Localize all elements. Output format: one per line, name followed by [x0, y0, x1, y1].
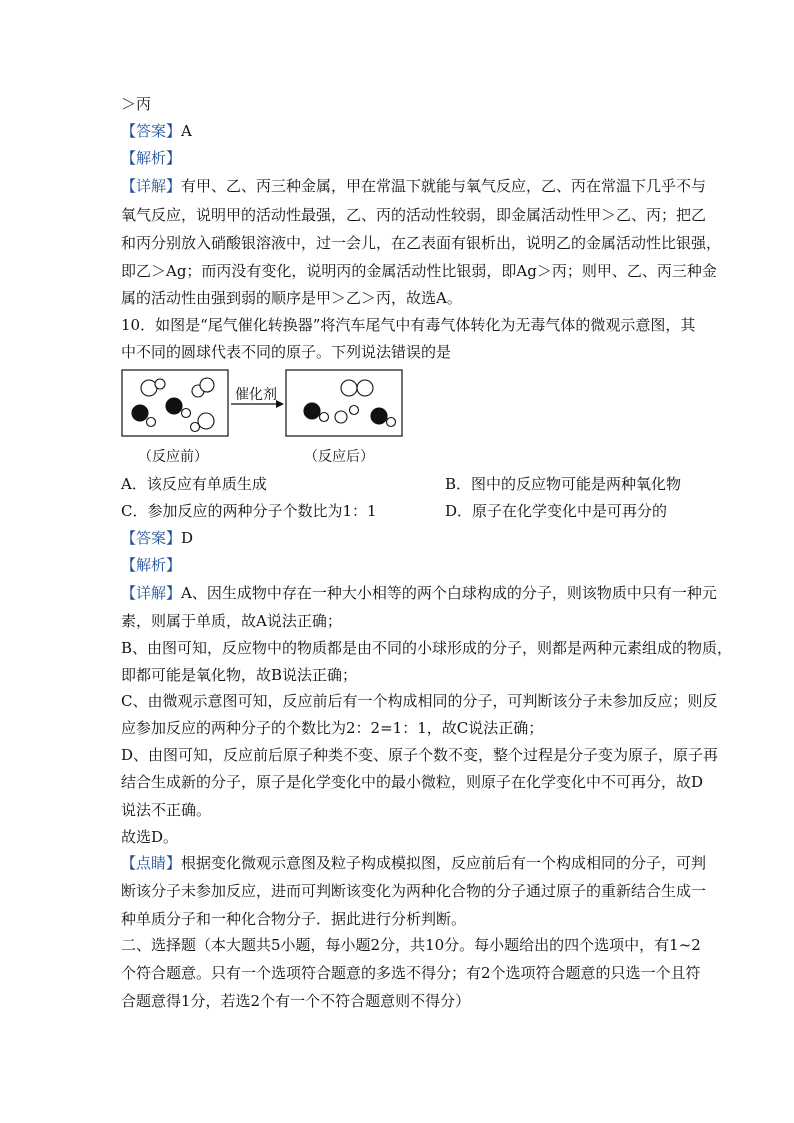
q9-tail: ＞丙	[121, 95, 152, 113]
detail-label: 【详解】	[121, 177, 182, 195]
atom-white	[357, 380, 373, 396]
q10-stem-line: 中不同的圆球代表不同的原子。下列说法错误的是	[121, 343, 452, 361]
atom-white	[320, 413, 329, 422]
section2-line: 个符合题意。只有一个选项符合题意的多选不得分；有2个选项符合题意的只选一个且符	[121, 964, 701, 982]
atom-white	[191, 423, 200, 432]
q9-detail-line	[121, 176, 706, 196]
atom-white	[341, 380, 357, 396]
atom-white	[198, 413, 214, 429]
q9-detail-line: 即乙＞Ag；而丙没有变化，说明丙的金属活动性比银弱，即Ag＞丙；则甲、乙、丙三种金	[121, 262, 717, 280]
q10-dianjing-line	[121, 853, 706, 873]
dianjing-text: 根据变化微观示意图及粒子构成模拟图，反应前后有一个构成相同的分子，可判	[181, 854, 707, 872]
q10-detail-line: C、由微观示意图可知，反应前后有一个构成相同的分子，可判断该分子未参加反应；则反	[121, 692, 718, 710]
q10-detail-line: B、由图可知，反应物中的物质都是由不同的小球形成的分子，则都是两种元素组成的物质，	[121, 639, 733, 657]
q10-detail-line: 素，则属于单质，故A说法正确；	[121, 612, 342, 630]
atom-black	[371, 408, 387, 424]
q9-detail-line: 属的活动性由强到弱的顺序是甲＞乙＞丙，故选A。	[121, 289, 462, 307]
answer-label: 【答案】	[121, 122, 182, 140]
q9-detail-line: 和丙分别放入硝酸银溶液中，过一会儿，在乙表面有银析出，说明乙的金属活动性比银强，	[121, 234, 722, 252]
q10-analysis-label: 【解析】	[121, 556, 182, 574]
atom-black	[132, 405, 148, 421]
option-b: B．图中的反应物可能是两种氧化物	[445, 475, 682, 493]
atom-white	[182, 409, 191, 418]
answer-value: A	[181, 122, 192, 140]
atom-white	[147, 418, 156, 427]
answer-value: D	[181, 529, 194, 547]
q9-detail-line: 氧气反应，说明甲的活动性最强，乙、丙的活动性较弱，即金属活动性甲＞乙、丙；把乙	[121, 206, 707, 224]
q10-dianjing-line: 断该分子未参加反应，进而可判断该变化为两种化合物的分子通过原子的重新结合生成一	[121, 882, 707, 900]
option-d: D．原子在化学变化中是可再分的	[445, 502, 668, 520]
q10-detail-line: D、由图可知，反应前后原子种类不变、原子个数不变，整个过程是分子变为原子，原子再	[121, 746, 719, 764]
atom-black	[304, 403, 320, 419]
catalyst-label: 催化剂	[235, 387, 277, 403]
dianjing-label: 【点睛】	[121, 854, 182, 872]
q10-detail-line	[121, 583, 717, 603]
atom-white	[387, 418, 396, 427]
detail-label: 【详解】	[121, 584, 182, 602]
option-c: C．参加反应的两种分子个数比为1：1	[121, 502, 377, 520]
q10-dianjing-line: 种单质分子和一种化合物分子．据此进行分析判断。	[121, 910, 467, 928]
atom-white	[141, 380, 157, 396]
arrowhead	[276, 400, 284, 408]
answer-label: 【答案】	[121, 529, 182, 547]
q10-detail-line: 结合生成新的分子，原子是化学变化中的最小微粒，则原子在化学变化中不可再分，故D	[121, 773, 704, 791]
option-a: A．该反应有单质生成	[121, 475, 267, 493]
q9-answer	[121, 121, 192, 141]
reaction-diagram	[118, 366, 408, 470]
atom-white	[335, 411, 347, 423]
q10-detail-line: 说法不正确。	[121, 801, 212, 819]
q9-analysis-label: 【解析】	[121, 149, 182, 167]
q10-answer	[121, 528, 193, 548]
detail-text: A、因生成物中存在一种大小相等的两个白球构成的分子，则该物质中只有一种元	[181, 584, 717, 602]
section2-line: 合题意得1分，若选2个有一个不符合题意则不得分）	[121, 992, 471, 1010]
atom-white	[155, 379, 165, 389]
q10-detail-line: 即都可能是氧化物，故B说法正确；	[121, 666, 358, 684]
q10-conclusion: 故选D。	[121, 828, 179, 846]
after-caption: （反应后）	[304, 449, 374, 465]
detail-text: 有甲、乙、丙三种金属，甲在常温下就能与氧气反应，乙、丙在常温下几乎不与	[181, 177, 707, 195]
q10-stem-line: 10．如图是“尾气催化转换器”将汽车尾气中有毒气体转化为无毒气体的微观示意图，其	[121, 316, 696, 334]
section2-line: 二、选择题（本大题共5小题，每小题2分，共10分。每小题给出的四个选项中，有1~2	[121, 936, 701, 954]
atom-white	[200, 378, 214, 392]
atom-white	[350, 406, 359, 415]
after-box	[286, 370, 402, 436]
atom-black	[166, 398, 182, 414]
q10-detail-line: 应参加反应的两种分子的个数比为2：2=1：1，故C说法正确；	[121, 719, 544, 737]
before-caption: （反应前）	[138, 449, 208, 465]
